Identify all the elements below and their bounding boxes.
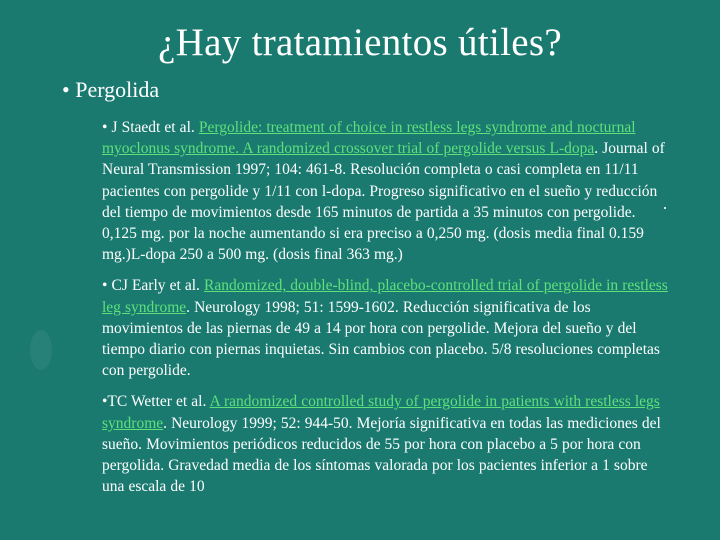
topic-bullet: • Pergolida	[62, 77, 160, 102]
reference-list	[102, 117, 668, 507]
reference-lead: •TC Wetter et al.	[102, 393, 210, 411]
reference-body: . Journal of Neural Transmission 1997; 104: 461-8. Resolución completa o casi completa en 11/11 pacientes con pergolide y 1/11 con l-dopa. Progreso significativo en el sueño y reducción del tiempo de movimientos desde 165 minutos de partida a 35 minutos con pergolide. 0,125 mg. por la noche aumentando si era preciso a 0,250 mg. (dosis media final 0.159 mg.)L-dopa 250 a 500 mg. (dosis final 363 mg.)	[102, 140, 665, 264]
reference-body: . Neurology 1998; 51: 1599-1602. Reducción significativa de los movimientos de las piernas de 49 a 14 por hora con pergolide. Mejora del sueño y del tiempo diario con piernas inquietas. Sin cambios con placebo. 5/8 resoluciones completas con pergolide.	[102, 298, 660, 380]
reference-title-link[interactable]: A randomized controlled study of pergolide in patients with restless legs syndrome	[102, 393, 660, 432]
reference-item-wetter	[102, 391, 668, 497]
slide-title: ¿Hay tratamientos útiles?	[158, 21, 562, 64]
reference-lead: • CJ Early et al.	[102, 277, 204, 295]
reference-item-staedt	[102, 117, 668, 265]
reference-lead: • J Staedt et al.	[102, 119, 199, 136]
background-texture-spot	[30, 330, 52, 370]
reference-body: . Neurology 1999; 52: 944-50. Mejoría significativa en todas las mediciones del sueño. Movimientos periódicos reducidos de 55 por hora con placebo a 5 por hora con pergolida. Gravedad media de los síntomas valorada por los pacientes inferior a 1 sobre una escala de 10	[102, 414, 661, 496]
reference-title-link[interactable]: Pergolide: treatment of choice in restless legs syndrome and nocturnal myoclonus syndrome. A randomized crossover trial of pergolide versus L-dopa	[102, 119, 636, 158]
reference-title-link[interactable]: Randomized, double-blind, placebo-controlled trial of pergolide in restless leg syndrome	[102, 277, 668, 316]
decorative-dot	[664, 207, 666, 209]
reference-item-early	[102, 275, 668, 381]
